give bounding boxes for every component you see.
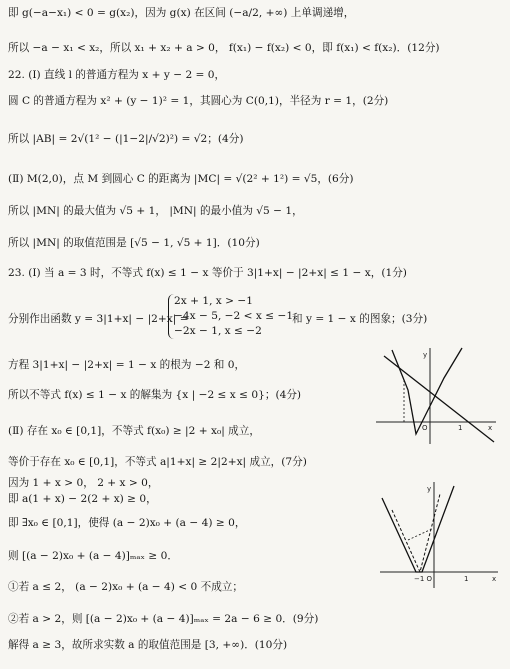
fig2-solid-curve — [382, 486, 454, 572]
text-line-l2: 所以 −a − x₁ < x₂，所以 x₁ + x₂ + a > 0， f(x₁) − f(x₂) < 0，即 f(x₁) < f(x₂)．(12分) — [8, 42, 440, 54]
text-line-l15: 因为 1 + x > 0， 2 + x > 0， — [8, 477, 159, 489]
fig1-line-y-1-x — [384, 356, 494, 442]
text-line-l16: 即 a(1 + x) − 2(2 + x) ≥ 0， — [8, 493, 157, 505]
text-line-l17: 即 ∃x₀ ∈ [0,1]，使得 (a − 2)x₀ + (a − 4) ≥ 0， — [8, 517, 246, 529]
text-line-l6: (Ⅱ) M(2,0)，点 M 到圆心 C 的距离为 |MC| = √(2² + 1²) = √5，(6分) — [8, 173, 354, 185]
text-line-l12: 所以不等式 f(x) ≤ 1 − x 的解集为 {x | −2 ≤ x ≤ 0}；(4分) — [8, 389, 302, 401]
text-line-l3: 22. (Ⅰ) 直线 l 的普通方程为 x + y − 2 = 0， — [8, 69, 226, 81]
text-line-l1: 即 g(−a−x₁) < 0 = g(x₂)，因为 g(x) 在区间 (−a/2, +∞) 上单调递增， — [8, 7, 355, 19]
text-line-l18: 则 [(a − 2)x₀ + (a − 4)]ₘₐₓ ≥ 0． — [8, 550, 178, 562]
piece-1: 2x + 1, x > −1 — [174, 295, 254, 307]
fig2-tick-label: 1 — [464, 575, 469, 583]
text-line-l20: ②若 a > 2，则 [(a − 2)x₀ + (a − 4)]ₘₐₓ = 2a − 6 ≥ 0．(9分) — [8, 613, 319, 625]
text-line-l9: 23. (Ⅰ) 当 a = 3 时，不等式 f(x) ≤ 1 − x 等价于 3|1+x| − |2+x| ≤ 1 − x，(1分) — [8, 267, 407, 279]
fig1-tick-label: 1 — [458, 424, 463, 432]
text-line-l4: 圆 C 的普通方程为 x² + (y − 1)² = 1，其圆心为 C(0,1)，半径为 r = 1，(2分) — [8, 95, 389, 107]
text-line-l8: 所以 |MN| 的取值范围是 [√5 − 1, √5 + 1]．(10分) — [8, 237, 260, 249]
fig2-origin-label: −1 O — [414, 575, 433, 583]
fig1-broken-line — [392, 348, 462, 434]
text-line-l14: 等价于存在 x₀ ∈ [0,1]，不等式 a|1+x| ≥ 2|2+x| 成立，(7分) — [8, 456, 307, 468]
piece-2: −4x − 5, −2 < x ≤ −1 — [174, 310, 294, 322]
piece-3: −2x − 1, x ≤ −2 — [174, 325, 262, 337]
text-line-l21: 解得 a ≥ 3，故所求实数 a 的取值范围是 [3, +∞)．(10分) — [8, 639, 288, 651]
graph-figure-2 — [378, 480, 502, 590]
fig2-x-label: x — [492, 575, 497, 583]
text-line-l7: 所以 |MN| 的最大值为 √5 + 1， |MN| 的最小值为 √5 − 1， — [8, 205, 303, 217]
fig1-origin-label: O — [422, 424, 428, 432]
fig1-y-label: y — [423, 351, 428, 359]
text-line-l19: ①若 a ≤ 2， (a − 2)x₀ + (a − 4) < 0 不成立； — [8, 581, 243, 593]
text-line-l11: 方程 3|1+x| − |2+x| = 1 − x 的根为 −2 和 0， — [8, 359, 246, 371]
text-line-l10b: 和 y = 1 − x 的图象；(3分) — [292, 313, 428, 325]
fig2-y-label: y — [427, 485, 432, 493]
piecewise-brace — [168, 294, 293, 339]
text-line-l13: (Ⅱ) 存在 x₀ ∈ [0,1]，不等式 f(x₀) ≥ |2 + x₀| 成立， — [8, 425, 260, 437]
graph-figure-1 — [374, 346, 500, 446]
text-line-l5: 所以 |AB| = 2√(1² − (|1−2|/√2)²) = √2；(4分) — [8, 133, 244, 145]
fig1-x-label: x — [488, 424, 493, 432]
fig2-dashed-curve — [392, 494, 440, 572]
text-line-l10: 分别作出函数 y = 3|1+x| − |2+x| = — [8, 313, 189, 325]
